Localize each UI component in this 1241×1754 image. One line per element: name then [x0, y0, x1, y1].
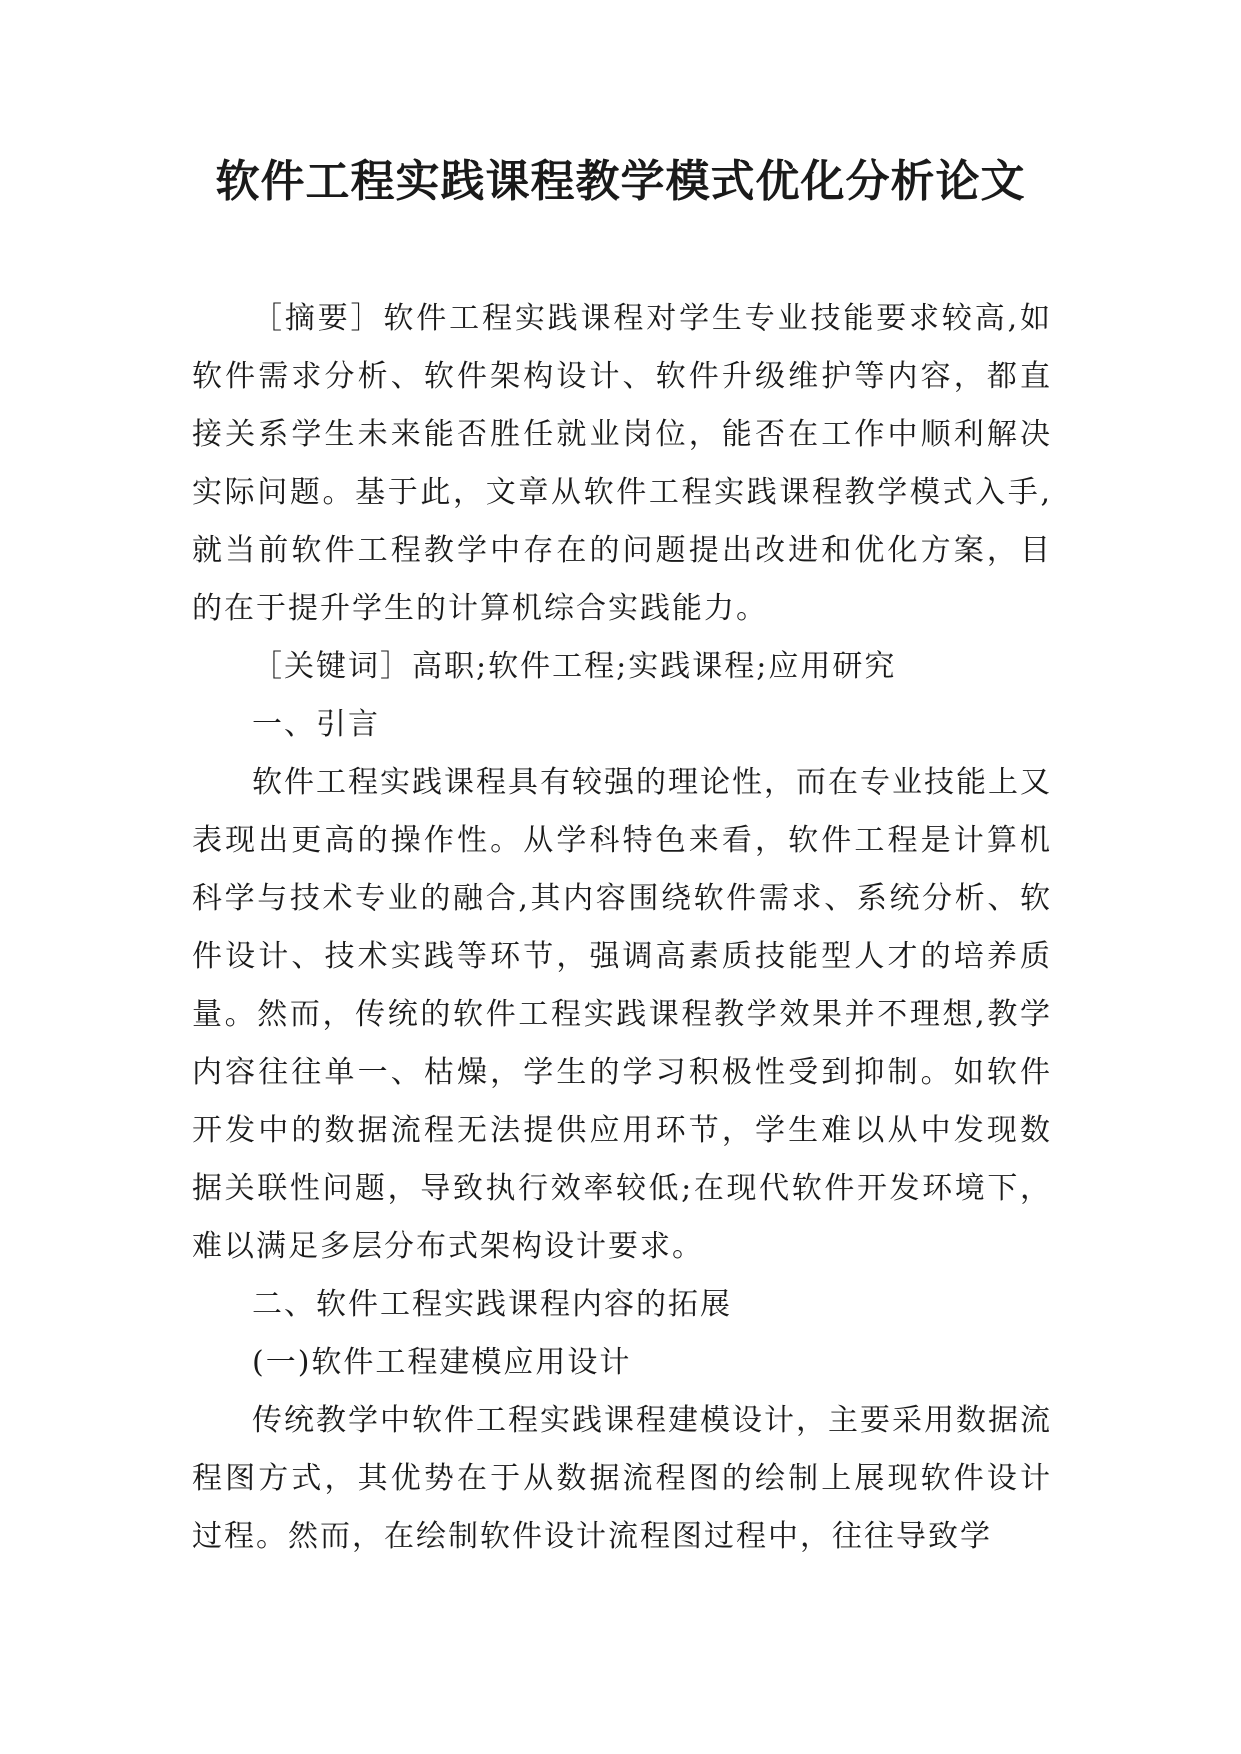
section-heading-introduction: 一、引言: [252, 707, 380, 742]
keywords-paragraph: ［关键词］高职;软件工程;实践课程;应用研究: [252, 649, 897, 684]
document-title: 软件工程实践课程教学模式优化分析论文: [215, 156, 1026, 207]
document-body: [192, 290, 1052, 1566]
section-heading-content-expansion: 二、软件工程实践课程内容的拓展: [252, 1287, 732, 1322]
subsection-heading-modeling-design: (一)软件工程建模应用设计: [252, 1345, 632, 1380]
abstract-paragraph: ［摘要］软件工程实践课程对学生专业技能要求较高,如软件需求分析、软件架构设计、软件升级维护等内容，都直接关系学生未来能否胜任就业岗位，能否在工作中顺利解决实际问题。基于此，文章从软件工程实践课程教学模式入手,就当前软件工程教学中存在的问题提出改进和优化方案，目的在于提升学生的计算机综合实践能力。: [192, 301, 1052, 626]
introduction-paragraph: 软件工程实践课程具有较强的理论性，而在专业技能上又表现出更高的操作性。从学科特色来看，软件工程是计算机科学与技术专业的融合,其内容围绕软件需求、系统分析、软件设计、技术实践等环节，强调高素质技能型人才的培养质量。然而，传统的软件工程实践课程教学效果并不理想,教学内容往往单一、枯燥，学生的学习积极性受到抑制。如软件开发中的数据流程无法提供应用环节，学生难以从中发现数据关联性问题，导致执行效率较低;在现代软件开发环境下，难以满足多层分布式架构设计要求。: [192, 765, 1052, 1264]
modeling-paragraph: 传统教学中软件工程实践课程建模设计，主要采用数据流程图方式，其优势在于从数据流程图的绘制上展现软件设计过程。然而，在绘制软件设计流程图过程中，往往导致学: [192, 1403, 1052, 1554]
